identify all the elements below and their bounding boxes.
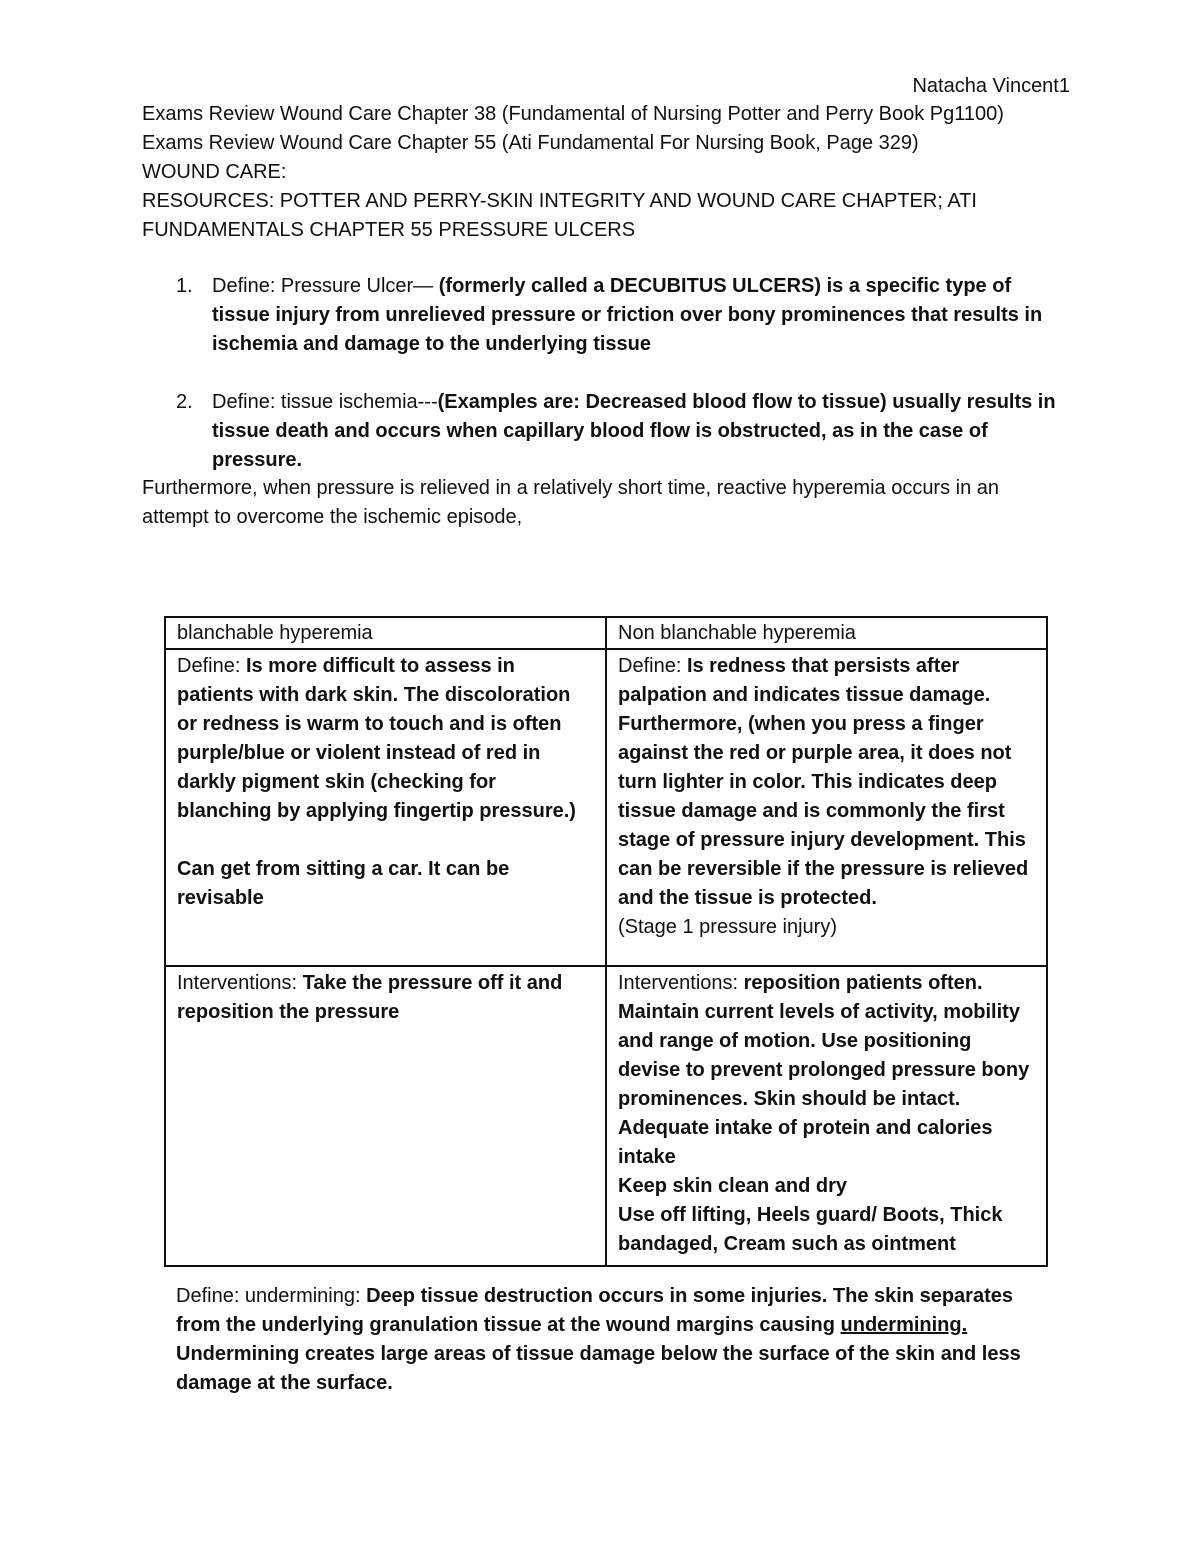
interventions-label: Interventions: [618,972,744,994]
define-label: Define: [177,655,246,677]
table-row-interventions [165,966,1047,1266]
undermining-underlined: undermining. [840,1314,968,1336]
blanchable-interventions-text: Take the pressure off it and reposition the pressure [177,972,563,1023]
intervention-reposition: reposition patients often. Maintain current levels of activity, mobility and range of motion. Use positioning devise to prevent prolonged pressure bony prominences. Skin should be intact. [618,972,1030,1110]
definition-text [212,388,1062,475]
list-number: 1. [176,275,193,297]
cell-non-blanchable-define [606,649,1047,966]
author-header: Natacha Vincent1 [912,75,1070,97]
intro-block [142,100,1062,245]
resources-line: RESOURCES: POTTER AND PERRY-SKIN INTEGRITY AND WOUND CARE CHAPTER; ATI FUNDAMENTALS CHAPTER 55 PRESSURE ULCERS [142,190,977,241]
intervention-skin-clean: Keep skin clean and dry [618,1175,847,1197]
intro-line-potter-perry: Exams Review Wound Care Chapter 38 (Fundamental of Nursing Potter and Perry Book Pg1100) [142,103,1004,125]
undermining-text-before: Deep tissue destruction occurs in some injuries. The skin separates from the underlying granulation tissue at the wound margins causing [176,1285,1013,1336]
intro-line-ati: Exams Review Wound Care Chapter 55 (Ati Fundamental For Nursing Book, Page 329) [142,132,919,154]
intervention-nutrition: Adequate intake of protein and calories intake [618,1117,993,1168]
cell-blanchable-define [165,649,606,966]
table-row-define [165,649,1047,966]
definition-item-pressure-ulcer [142,272,1062,359]
undermining-label: Define: undermining: [176,1285,367,1307]
stage-note: (Stage 1 pressure injury) [618,916,837,938]
undermining-text-after: Undermining creates large areas of tissue damage below the surface of the skin and less damage at the surface. [176,1343,1021,1394]
table-header-row [165,617,1047,649]
furthermore-paragraph: Furthermore, when pressure is relieved in a relatively short time, reactive hyperemia occurs in an attempt to overcome the ischemic episode, [142,477,1000,528]
define-label: Define: [618,655,687,677]
spacer [177,826,595,855]
wound-care-heading: WOUND CARE: [142,161,287,183]
hyperemia-table [164,616,1048,1267]
definition-label: Define: tissue ischemia--- [212,391,438,413]
definition-text [212,272,1062,359]
definition-label: Define: Pressure Ulcer— [212,275,439,297]
interventions-label: Interventions: [177,972,303,994]
list-number: 2. [176,391,193,413]
definitions-list [142,272,1062,504]
header-blanchable: blanchable hyperemia [165,617,606,649]
undermining-paragraph [176,1282,1056,1398]
blanchable-define-text: Is more difficult to assess in patients with dark skin. The discoloration or redness is warm to touch and is often purple/blue or violent instead of red in darkly pigment skin (checking for blanching by applying fingertip pressure.) [177,655,576,822]
definition-item-tissue-ischemia [142,388,1062,475]
cell-non-blanchable-interventions [606,966,1047,1266]
definition-body: (formerly called a DECUBITUS ULCERS) is a specific type of tissue injury from unrelieved pressure or friction over bony prominences that results in ischemia and damage to the underlying tissue [212,275,1043,355]
header-non-blanchable: Non blanchable hyperemia [606,617,1047,649]
definition-body: (Examples are: Decreased blood flow to tissue) usually results in tissue death and occurs when capillary blood flow is obstructed, as in the case of pressure. [212,391,1056,471]
non-blanchable-define-text: Is redness that persists after palpation and indicates tissue damage. Furthermore, (when you press a finger against the red or purple area, it does not turn lighter in color. This indicates deep tissue damage and is commonly the first stage of pressure injury development. This can be reversible if the pressure is relieved and the tissue is protected. [618,655,1029,909]
blanchable-note: Can get from sitting a car. It can be revisable [177,858,510,909]
intervention-devices: Use off lifting, Heels guard/ Boots, Thick bandaged, Cream such as ointment [618,1204,1003,1255]
cell-blanchable-interventions [165,966,606,1266]
